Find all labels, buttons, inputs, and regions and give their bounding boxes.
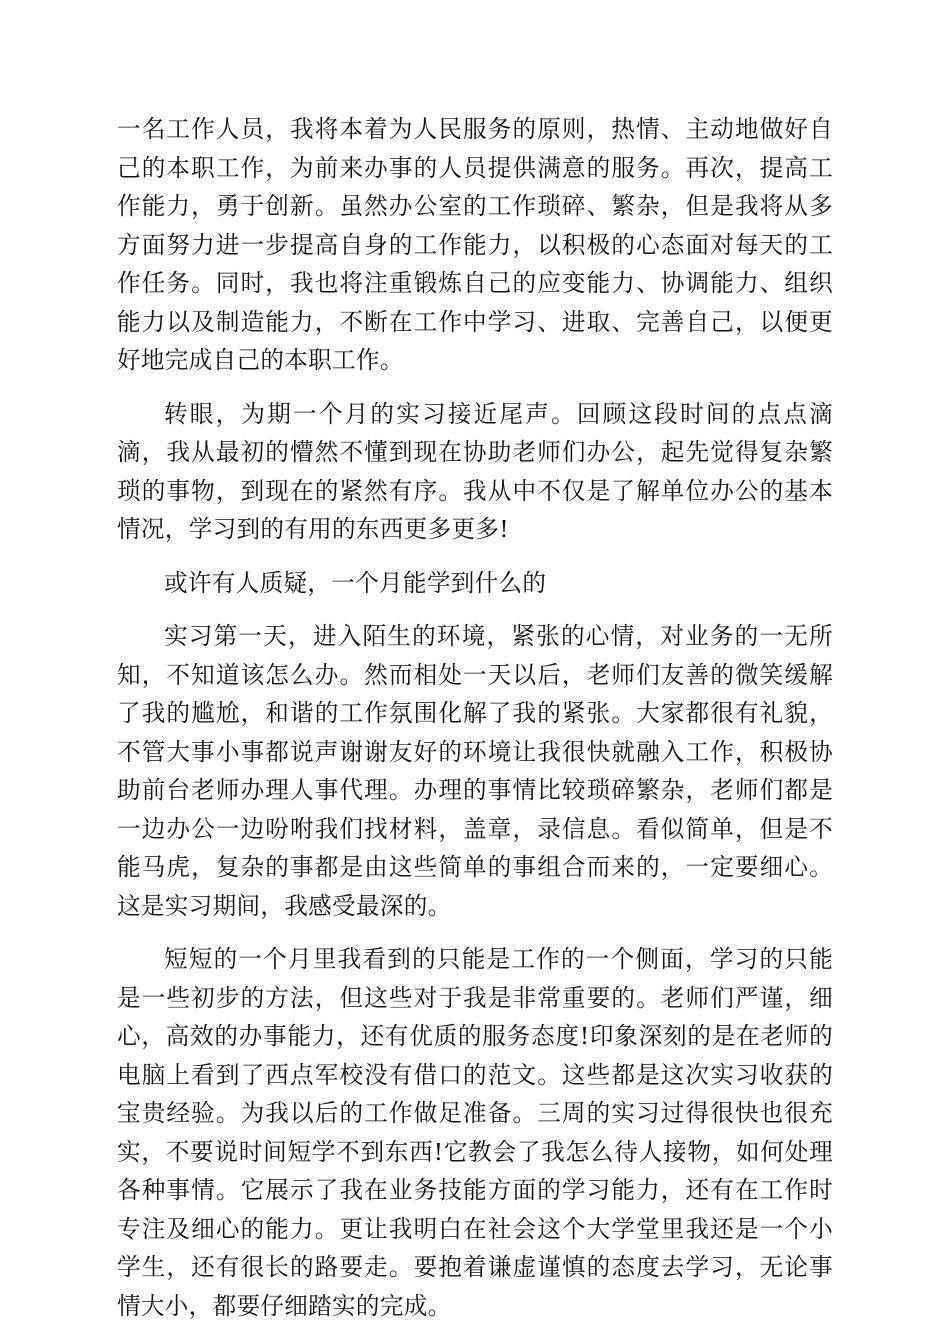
paragraph-1: 一名工作人员，我将本着为人民服务的原则，热情、主动地做好自己的本职工作，为前来办事的人员提供满意的服务。再次，提高工作能力，勇于创新。虽然办公室的工作琐碎、繁杂，但是我将从多方面努力进一步提高自身的工作能力，以积极的心态面对每天的工作任务。同时，我也将注重锻炼自己的应变能力、协调能力、组织能力以及制造能力，不断在工作中学习、进取、完善自己，以便更好地完成自己的本职工作。 xyxy=(117,115,833,374)
paragraph-2: 转眼，为期一个月的实习接近尾声。回顾这段时间的点点滴滴，我从最初的懵然不懂到现在协助老师们办公，起先觉得复杂繁琐的事物，到现在的紧然有序。我从中不仅是了解单位办公的基本情况，学习到的有用的东西更多更多! xyxy=(117,399,833,543)
paragraph-4: 实习第一天，进入陌生的环境，紧张的心情，对业务的一无所知，不知道该怎么办。然而相处一天以后，老师们友善的微笑缓解了我的尴尬，和谐的工作氛围化解了我的紧张。大家都很有礼貌，不管大事小事都说声谢谢友好的环境让我很快就融入工作，积极协助前台老师办理人事代理。办理的事情比较琐碎繁杂，老师们都是一边办公一边吩咐我们找材料，盖章，录信息。看似简单，但是不能马虎，复杂的事都是由这些简单的事组合而来的，一定要细心。这是实习期间，我感受最深的。 xyxy=(117,622,833,920)
paragraph-3: 或许有人质疑，一个月能学到什么的 xyxy=(164,568,547,597)
document-body xyxy=(117,110,833,1340)
paragraph-5: 短短的一个月里我看到的只能是工作的一个侧面，学习的只能是一些初步的方法，但这些对于我是非常重要的。老师们严谨，细心，高效的办事能力，还有优质的服务态度!印象深刻的是在老师的电脑上看到了西点军校没有借口的范文。这些都是这次实习收获的宝贵经验。为我以后的工作做足准备。三周的实习过得很快也很充实，不要说时间短学不到东西!它教会了我怎么待人接物，如何处理各种事情。它展示了我在业务技能方面的学习能力，还有在工作时专注及细心的能力。更让我明白在社会这个大学堂里我还是一个小学生，还有很长的路要走。要抱着谦虚谨慎的态度去学习，无论事情大小，都要仔细踏实的完成。 xyxy=(117,945,833,1320)
